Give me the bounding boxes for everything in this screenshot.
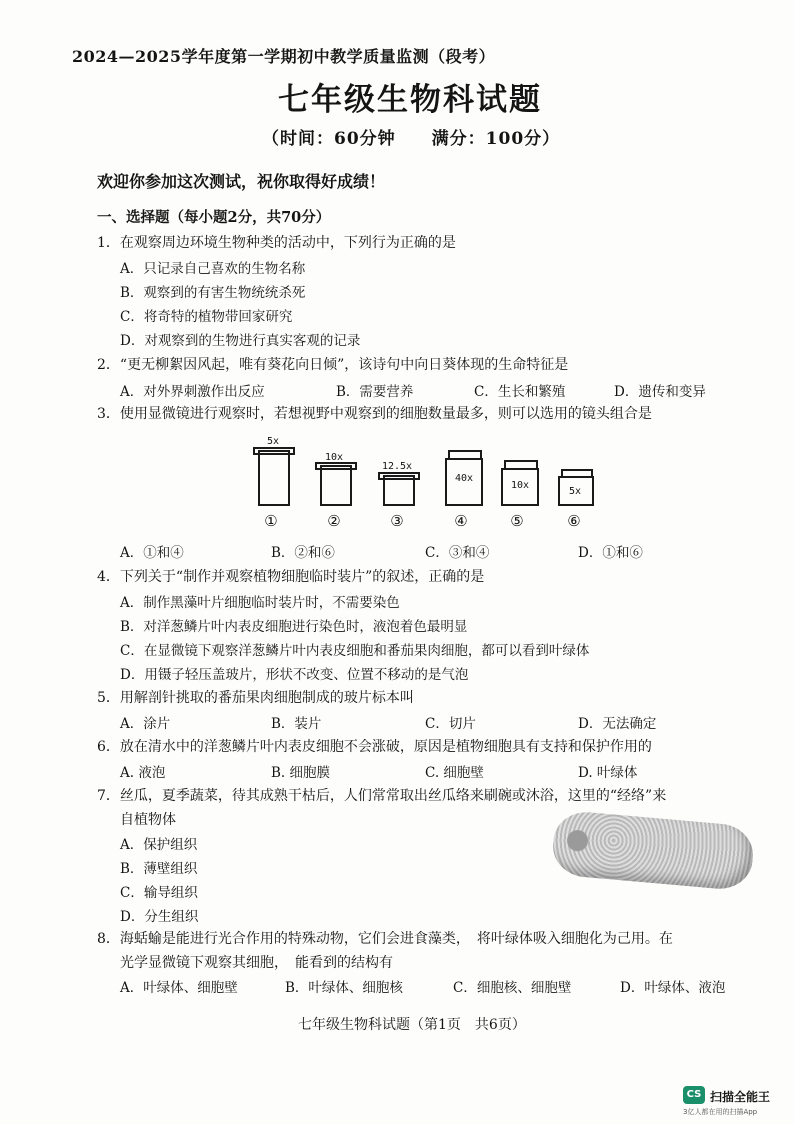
lens-number: ⑤: [510, 512, 524, 530]
option: C．切片: [425, 716, 476, 732]
exam-supertitle: 2024—2025学年度第一学期初中教学质量监测（段考）: [72, 47, 496, 66]
question-stem-continued: 自植物体: [120, 812, 176, 828]
lens-label: 12.5x: [381, 461, 413, 472]
option: B．薄壁组织: [120, 861, 198, 877]
scanner-logo-icon: CS: [683, 1086, 705, 1104]
scanner-tagline: 3亿人都在用的扫描App: [683, 1108, 758, 1116]
lens-label: 10x: [324, 452, 344, 463]
loofah-photo: [551, 809, 756, 891]
option: C．细胞核、细胞壁: [453, 980, 572, 996]
page-footer: 七年级生物科试题（第1页 共6页）: [298, 1017, 526, 1033]
question-stem: 5．用解剖针挑取的番茄果肉细胞制成的玻片标本叫: [97, 690, 414, 706]
lens-rim: [378, 472, 420, 480]
option: C．在显微镜下观察洋葱鳞片叶内表皮细胞和番茄果肉细胞，都可以看到叶绿体: [120, 643, 590, 659]
option: B．②和⑥: [271, 545, 335, 561]
option: A．①和④: [120, 545, 184, 561]
greeting: 欢迎你参加这次测试，祝你取得好成绩！: [97, 172, 386, 191]
option: D．遗传和变异: [614, 384, 706, 400]
option: A. 液泡: [120, 765, 166, 781]
question-stem: 6．放在清水中的洋葱鳞片叶内表皮细胞不会涨破，原因是植物细胞具有支持和保护作用的: [97, 739, 652, 755]
exam-title: 七年级生物科试题: [278, 82, 542, 118]
scanner-brand: 扫描全能王: [710, 1090, 771, 1104]
lens-rim: [253, 447, 295, 455]
option: A．对外界刺激作出反应: [120, 384, 265, 400]
option: A．制作黑藻叶片细胞临时装片时，不需要染色: [120, 595, 400, 611]
lens-number: ⑥: [567, 512, 581, 530]
lens-label: 10x: [510, 480, 530, 491]
lens-number: ②: [327, 512, 341, 530]
option: D．无法确定: [578, 716, 657, 732]
option: D．叶绿体、液泡: [620, 980, 726, 996]
lens-label: 5x: [266, 436, 280, 447]
question-stem: 8．海蛞蝓是能进行光合作用的特殊动物，它们会进食藻类， 将叶绿体吸入细胞化为己用。在: [97, 931, 673, 947]
lens-label: 5x: [568, 486, 582, 497]
option: D．对观察到的生物进行真实客观的记录: [120, 333, 361, 349]
option: C．生长和繁殖: [474, 384, 566, 400]
option: A．只记录自己喜欢的生物名称: [120, 261, 306, 277]
option: B．观察到的有害生物统统杀死: [120, 285, 306, 301]
option: D．用镊子轻压盖玻片，形状不改变、位置不移动的是气泡: [120, 667, 469, 683]
lens-rim: [315, 462, 357, 470]
lens-number: ③: [390, 512, 404, 530]
option: A．涂片: [120, 716, 171, 732]
option: D．①和⑥: [578, 545, 643, 561]
option: B．需要营养: [336, 384, 414, 400]
eyepiece-lens: [258, 450, 290, 506]
lens-number: ④: [454, 512, 468, 530]
option: C．将奇特的植物带回家研究: [120, 309, 293, 325]
option: C. 细胞壁: [425, 765, 484, 781]
question-stem: 1．在观察周边环境生物种类的活动中，下列行为正确的是: [97, 235, 456, 251]
option: B．装片: [271, 716, 322, 732]
option: B．对洋葱鳞片叶内表皮细胞进行染色时，液泡着色最明显: [120, 619, 468, 635]
eyepiece-lens: [320, 465, 352, 506]
lens-number: ①: [264, 512, 278, 530]
option: A．叶绿体、细胞壁: [120, 980, 238, 996]
option: D．分生组织: [120, 909, 199, 925]
section-heading: 一、选择题（每小题2分，共70分）: [97, 209, 331, 226]
option: A．保护组织: [120, 837, 198, 853]
question-stem: 3．使用显微镜进行观察时，若想视野中观察到的细胞数量最多，则可以选用的镜头组合是: [97, 406, 652, 422]
lens-label: 40x: [454, 473, 474, 484]
question-stem: 2．“更无柳絮因风起，唯有葵花向日倾”，该诗句中向日葵体现的生命特征是: [97, 357, 569, 373]
option: D. 叶绿体: [578, 765, 638, 781]
option: C．输导组织: [120, 885, 198, 901]
option: C．③和④: [425, 545, 490, 561]
question-stem: 7．丝瓜，夏季蔬菜，待其成熟干枯后，人们常常取出丝瓜络来刷碗或沐浴，这里的“经络”来: [97, 788, 667, 804]
option: B．叶绿体、细胞核: [285, 980, 403, 996]
exam-meta: （时间：60分钟 满分：100分）: [262, 129, 561, 149]
option: B. 细胞膜: [271, 765, 331, 781]
question-stem: 4．下列关于“制作并观察植物细胞临时装片”的叙述，正确的是: [97, 569, 485, 585]
question-stem-continued: 光学显微镜下观察其细胞， 能看到的结构有: [120, 955, 393, 971]
